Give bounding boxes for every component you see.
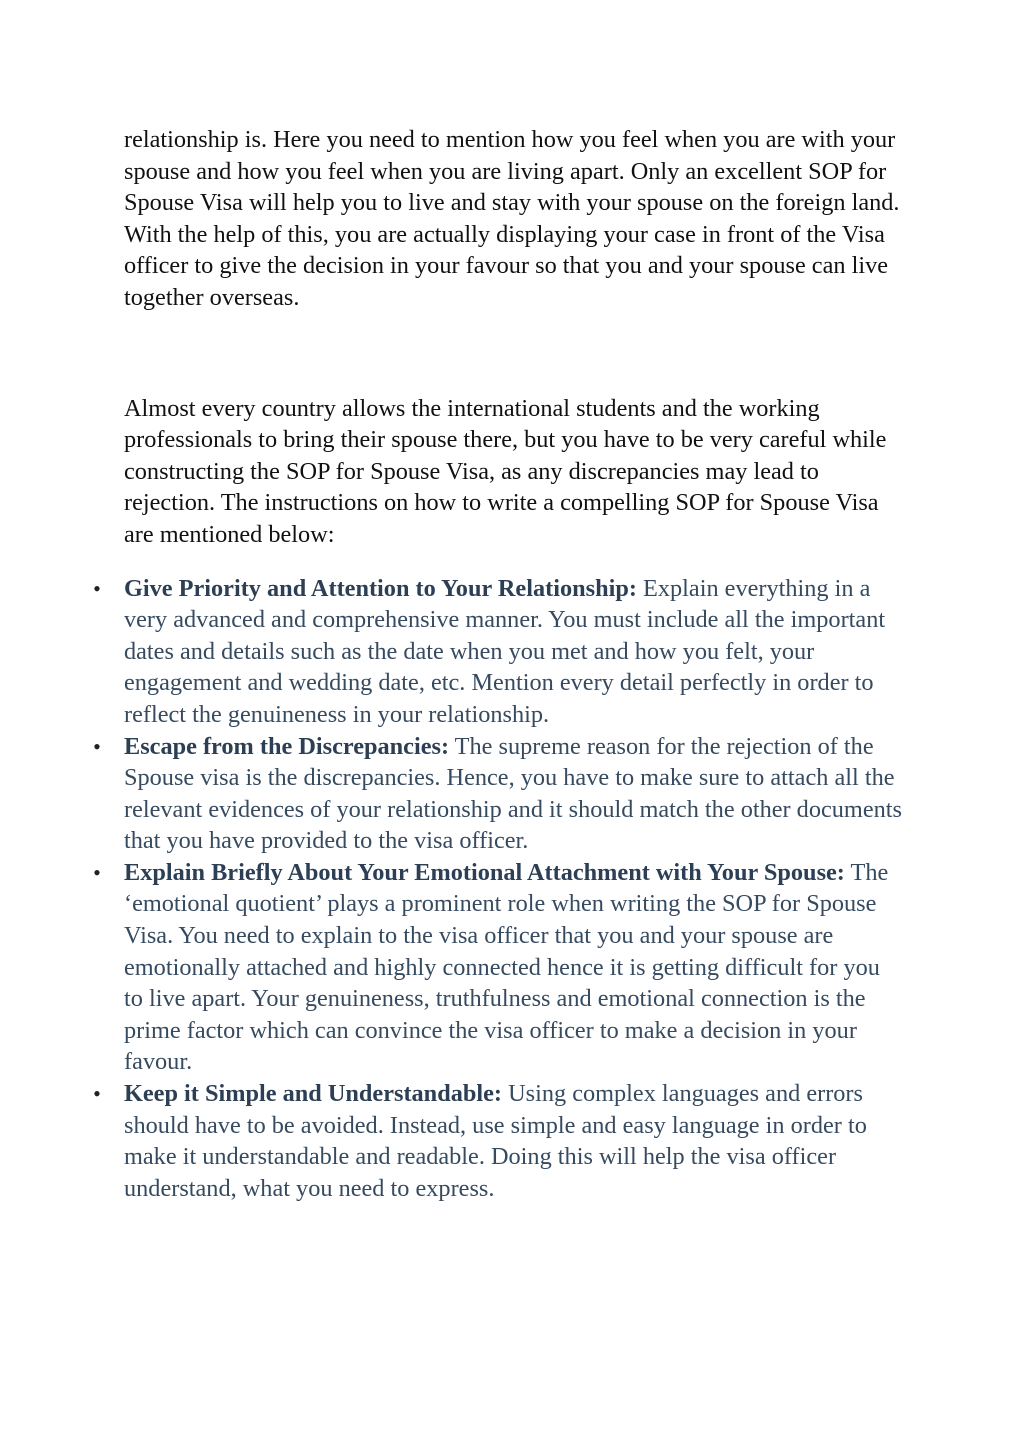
bullet-icon: • xyxy=(93,575,101,601)
tip-heading: Give Priority and Attention to Your Relationship: xyxy=(124,574,637,602)
tip-text: Using complex languages and errors should have to be avoided. Instead, use simple and easy language in order to make it understandable and readable. Doing this will help the visa officer understand, what you need to express. xyxy=(124,1080,867,1202)
bullet-icon: • xyxy=(93,859,101,885)
main-paragraph: Almost every country allows the international students and the working professionals to bring their spouse there, but you have to be very careful while constructing the SOP for Spouse Visa, as any discrepancies may lead to rejection. The instructions on how to write a compelling SOP for Spouse Visa are mentioned below: xyxy=(124,394,887,548)
tip-heading: Keep it Simple and Understandable: xyxy=(124,1080,502,1108)
tip-text: The supreme reason for the rejection of the Spouse visa is the discrepancies. Hence, you have to make sure to attach all the relevant evidences of your relationship and it should match the other documents that you have provided to the visa officer. xyxy=(124,732,902,855)
tip-heading: Explain Briefly About Your Emotional Attachment with Your Spouse: xyxy=(124,858,845,886)
intro-paragraph: relationship is. Here you need to mention how you feel when you are with your spouse and how you feel when you are living apart. Only an excellent SOP for Spouse Visa will help you to live and stay with your spouse on the foreign land. With the help of this, you are actually displaying your case in front of the Visa officer to give the decision in your favour so that you and your spouse can live together overseas. xyxy=(124,126,900,311)
bullet-icon: • xyxy=(93,733,101,759)
list-item xyxy=(93,573,904,731)
bullet-icon: • xyxy=(93,1081,101,1107)
list-item xyxy=(93,857,904,1078)
tip-text: Explain everything in a very advanced and comprehensive manner. You must include all the important dates and details such as the date when you met and how you felt, your engagement and wedding date, etc. Mention every detail perfectly in order to reflect the genuineness in your relationship. xyxy=(124,574,886,728)
list-item xyxy=(93,1078,904,1204)
tips-list xyxy=(93,573,904,1205)
tip-text: The ‘emotional quotient’ plays a prominent role when writing the SOP for Spouse Visa. You need to explain to the visa officer that you and your spouse are emotionally attached and highly connected hence it is getting difficult for you to live apart. Your genuineness, truthfulness and emotional connection is the prime factor which can convince the visa officer to make a decision in your favour. xyxy=(124,858,889,1076)
list-item xyxy=(93,731,904,857)
document-body xyxy=(93,124,904,1204)
tip-heading: Escape from the Discrepancies: xyxy=(124,732,450,760)
